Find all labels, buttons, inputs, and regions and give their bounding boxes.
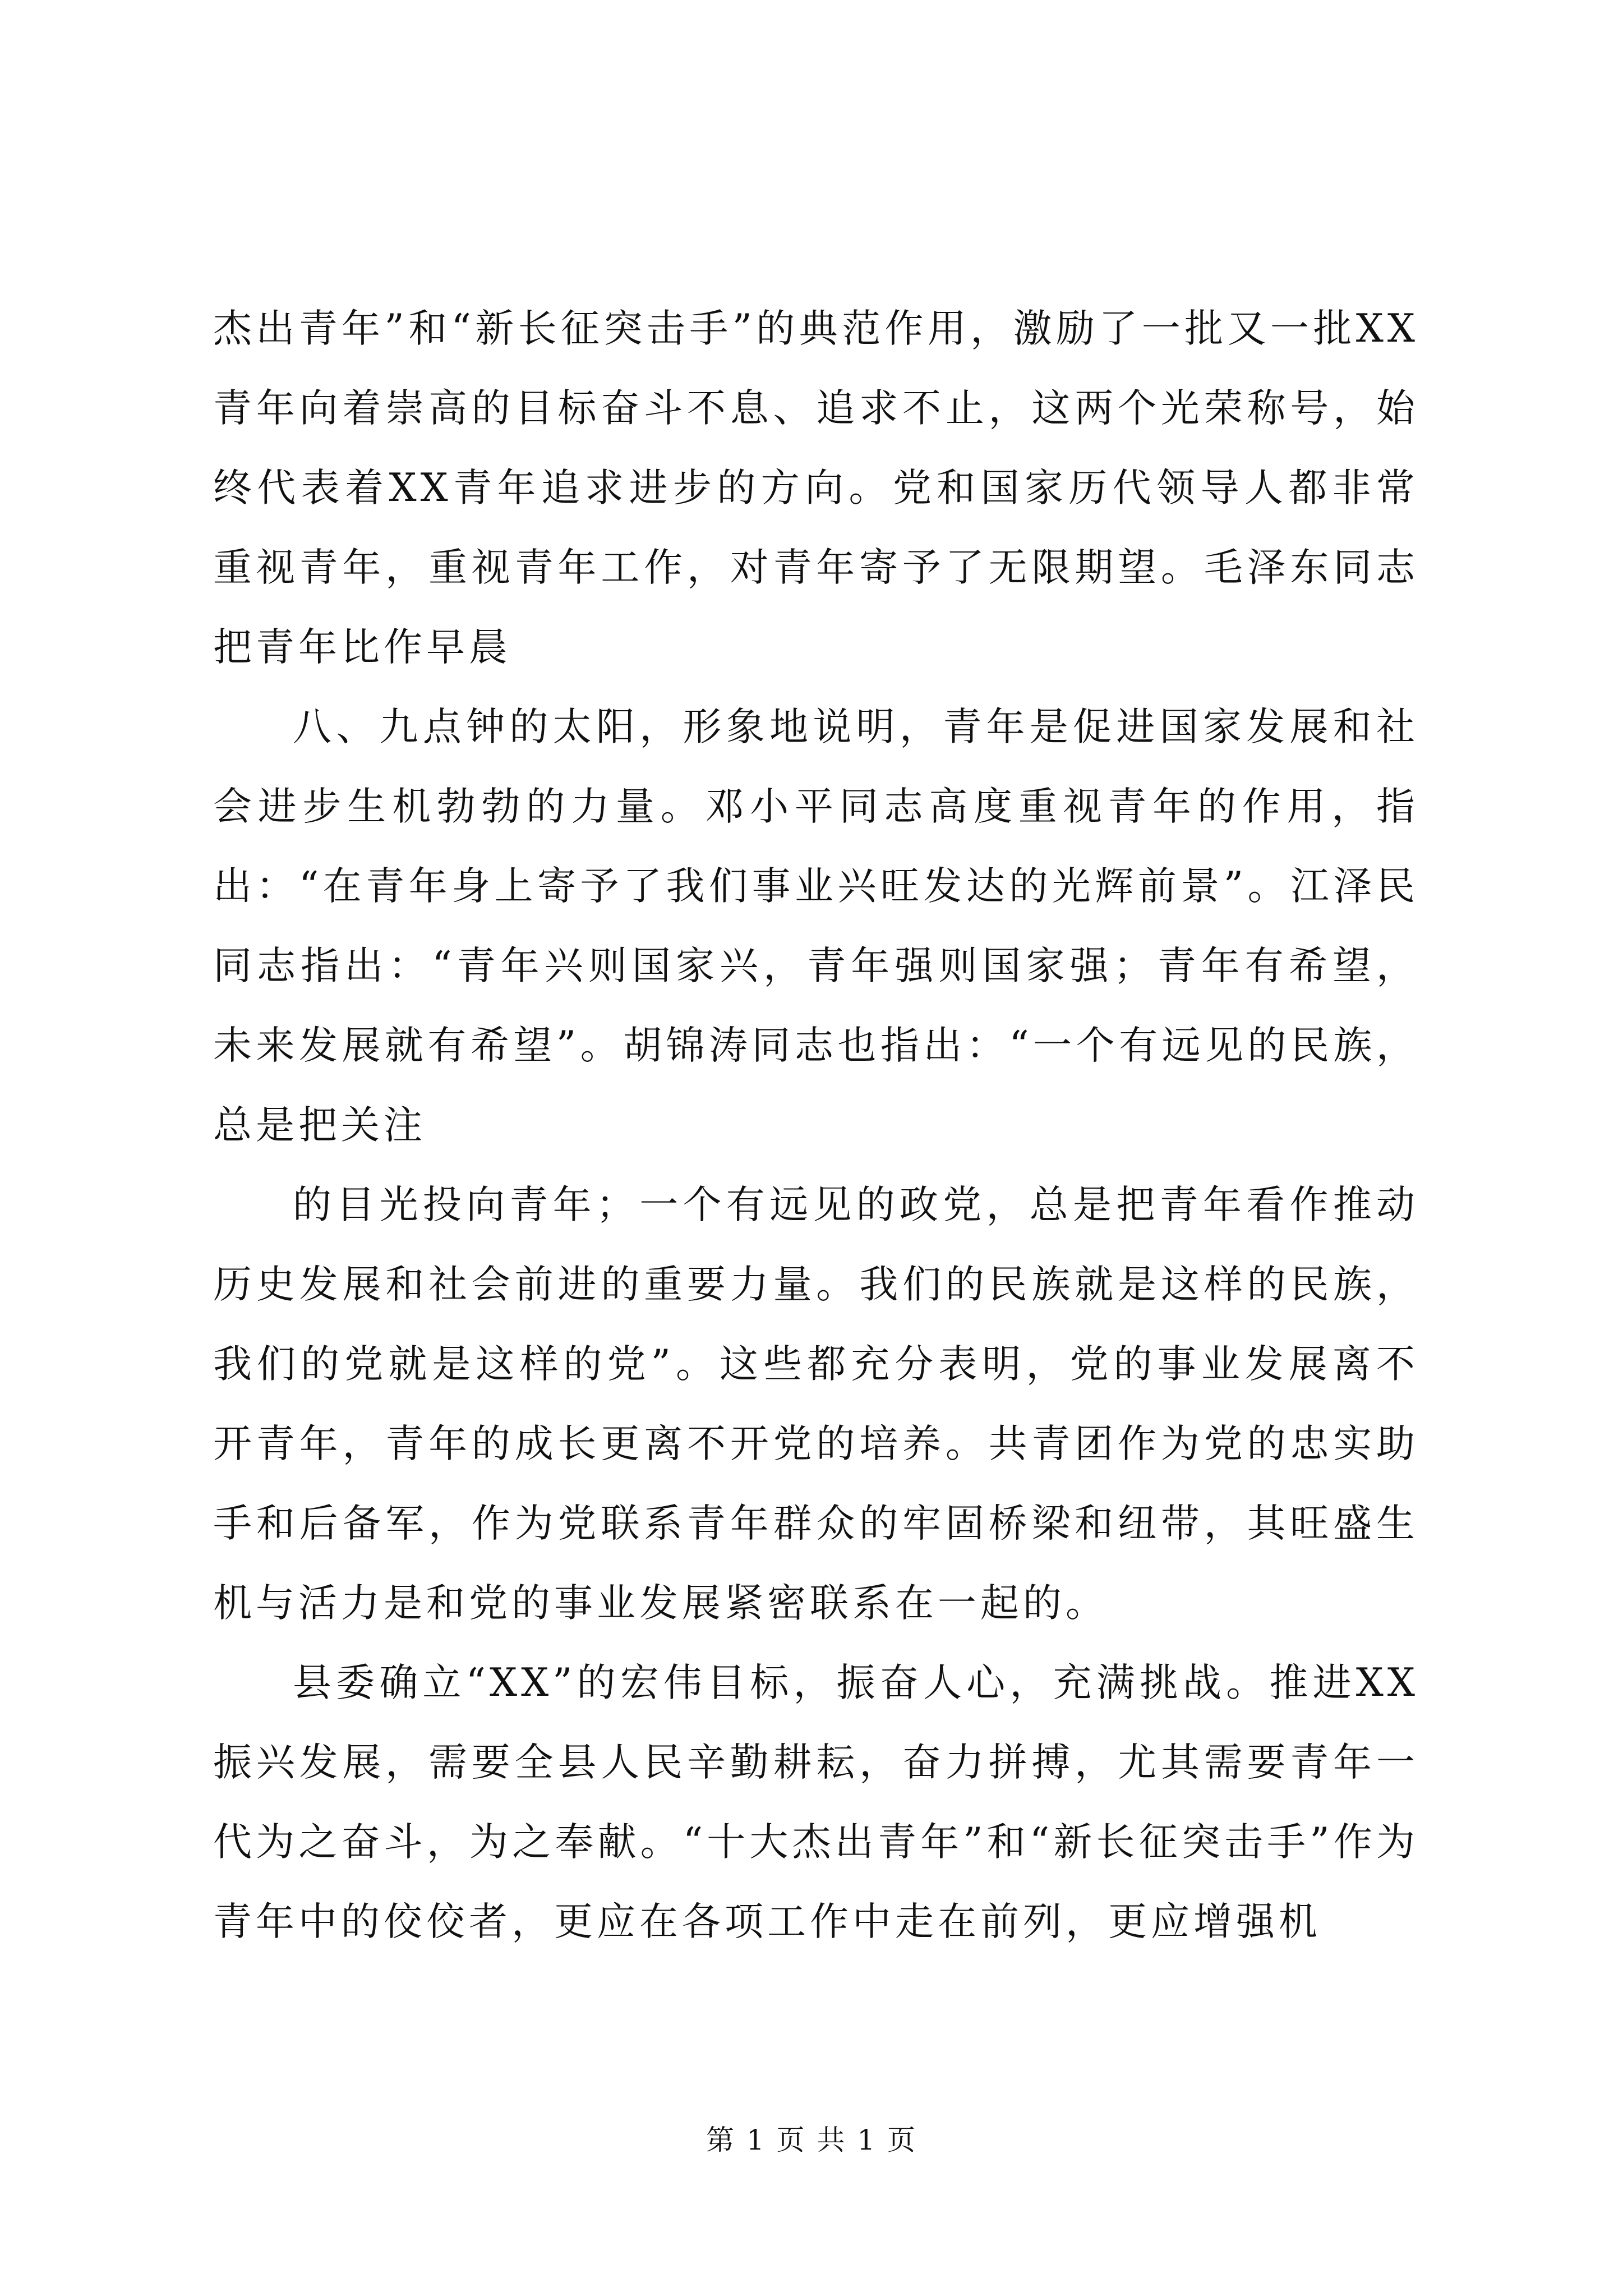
page-footer: 第 1 页 共 1 页 [706,2124,917,2156]
paragraph-3: 的目光投向青年；一个有远见的政党，总是把青年看作推动历史发展和社会前进的重要力量。我们的民族就是这样的民族，我们的党就是这样的党”。这些都充分表明，党的事业发展离不开青年，青年的成长更离不开党的培养。共青团作为党的忠实助手和后备军，作为党联系青年群众的牢固桥梁和纽带，其旺盛生机与活力是和党的事业发展紧密联系在一起的。 [213,1182,1419,1626]
paragraph-4: 县委确立“XX”的宏伟目标，振奋人心，充满挑战。推进XX振兴发展，需要全县人民辛勤耕耘，奋力拼搏，尤其需要青年一代为之奋斗，为之奉献。“十大杰出青年”和“新长征突击手”作为青年中的佼佼者，更应在各项工作中走在前列，更应增强机 [213,1660,1419,1944]
paragraph-1: 杰出青年”和“新长征突击手”的典范作用，激励了一批又一批XX青年向着崇高的目标奋斗不息、追求不止，这两个光荣称号，始终代表着XX青年追求进步的方向。党和国家历代领导人都非常重视青年，重视青年工作，对青年寄予了无限期望。毛泽东同志把青年比作早晨 [213,306,1419,670]
document-body [213,289,1419,1962]
paragraph-2: 八、九点钟的太阳，形象地说明，青年是促进国家发展和社会进步生机勃勃的力量。邓小平同志高度重视青年的作用，指出：“在青年身上寄予了我们事业兴旺发达的光辉前景”。江泽民同志指出：“青年兴则国家兴，青年强则国家强；青年有希望，未来发展就有希望”。胡锦涛同志也指出：“一个有远见的民族，总是把关注 [213,705,1419,1148]
